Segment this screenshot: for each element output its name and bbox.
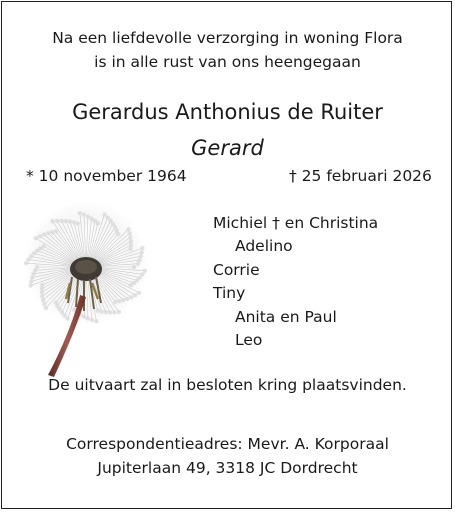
relative-name: Tiny [213,284,246,303]
correspondence-line-2: Jupiterlaan 49, 3318 JC Dordrecht [97,459,358,477]
intro-line-1: Na een liefdevolle verzorging in woning Flora [52,29,403,47]
intro-line-2: is in alle rust van ons heengegaan [94,53,361,71]
death-date: † 25 februari 2026 [289,167,432,185]
deceased-nickname: Gerard [191,136,264,160]
relative-name: Michiel † en Christina [213,214,379,232]
relative-name: Corrie [213,260,260,279]
obituary-card [1,1,452,509]
relative-name: Leo [235,331,263,349]
relative-name: Anita en Paul [235,307,337,326]
dandelion-image [6,199,186,377]
birth-date: * 10 november 1964 [26,167,187,185]
correspondence-line-1: Correspondentieadres: Mevr. A. Korporaal [66,435,389,453]
funeral-notice: De uitvaart zal in besloten kring plaatsvinden. [48,376,407,394]
deceased-full-name: Gerardus Anthonius de Ruiter [72,100,383,124]
relative-name: Adelino [235,237,293,256]
